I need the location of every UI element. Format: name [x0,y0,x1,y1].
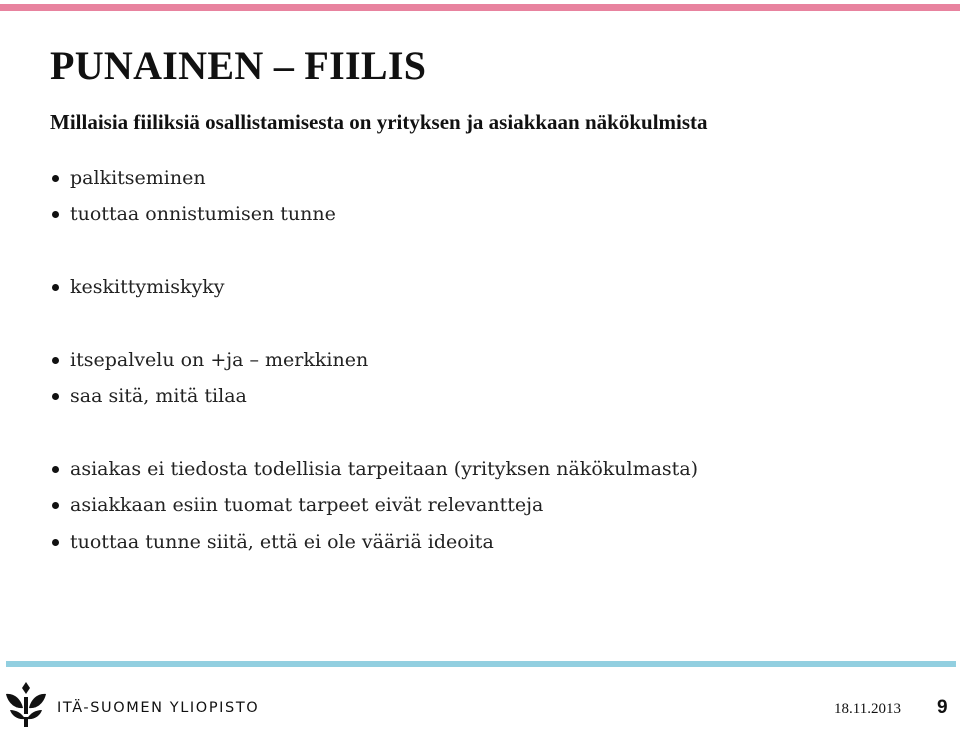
bullet-text: asiakkaan esiin tuomat tarpeet eivät relevantteja [70,494,544,516]
bullet-item [52,381,247,411]
bullet-item [52,345,368,375]
bullet-text: tuottaa onnistumisen tunne [70,203,336,225]
bullet-text: asiakas ei tiedosta todellisia tarpeitaan (yrityksen näkökulmasta) [70,458,699,480]
bullet-text: palkitseminen [70,167,206,189]
bottom-accent-bar [6,661,956,667]
bullet-item [52,454,698,484]
bullet-text: keskittymiskyky [70,276,225,298]
bullet-dot-icon [52,175,59,182]
slide-title: PUNAINEN – FIILIS [50,43,427,88]
bullet-dot-icon [52,502,59,509]
bullet-item [52,527,494,557]
bullet-text: saa sitä, mitä tilaa [70,385,247,407]
bullet-dot-icon [52,466,59,473]
bullet-text: tuottaa tunne siitä, että ei ole vääriä ideoita [70,531,494,553]
bullet-dot-icon [52,393,59,400]
bullet-dot-icon [52,357,59,364]
slide-subtitle: Millaisia fiiliksiä osallistamisesta on yrityksen ja asiakkaan näkökulmista [50,110,708,134]
page-number: 9 [937,697,948,718]
bullet-dot-icon [52,211,59,218]
university-logo-icon [4,680,48,728]
bullet-item [52,272,224,302]
bullet-item [52,163,206,193]
slide-date: 18.11.2013 [834,701,901,717]
bullet-dot-icon [52,284,59,291]
bullet-item [52,490,543,520]
top-accent-bar [0,4,960,11]
bullet-text: itsepalvelu on +ja – merkkinen [70,349,369,371]
bullet-dot-icon [52,539,59,546]
bullet-item [52,199,336,229]
university-name: ITÄ-SUOMEN YLIOPISTO [57,700,260,716]
